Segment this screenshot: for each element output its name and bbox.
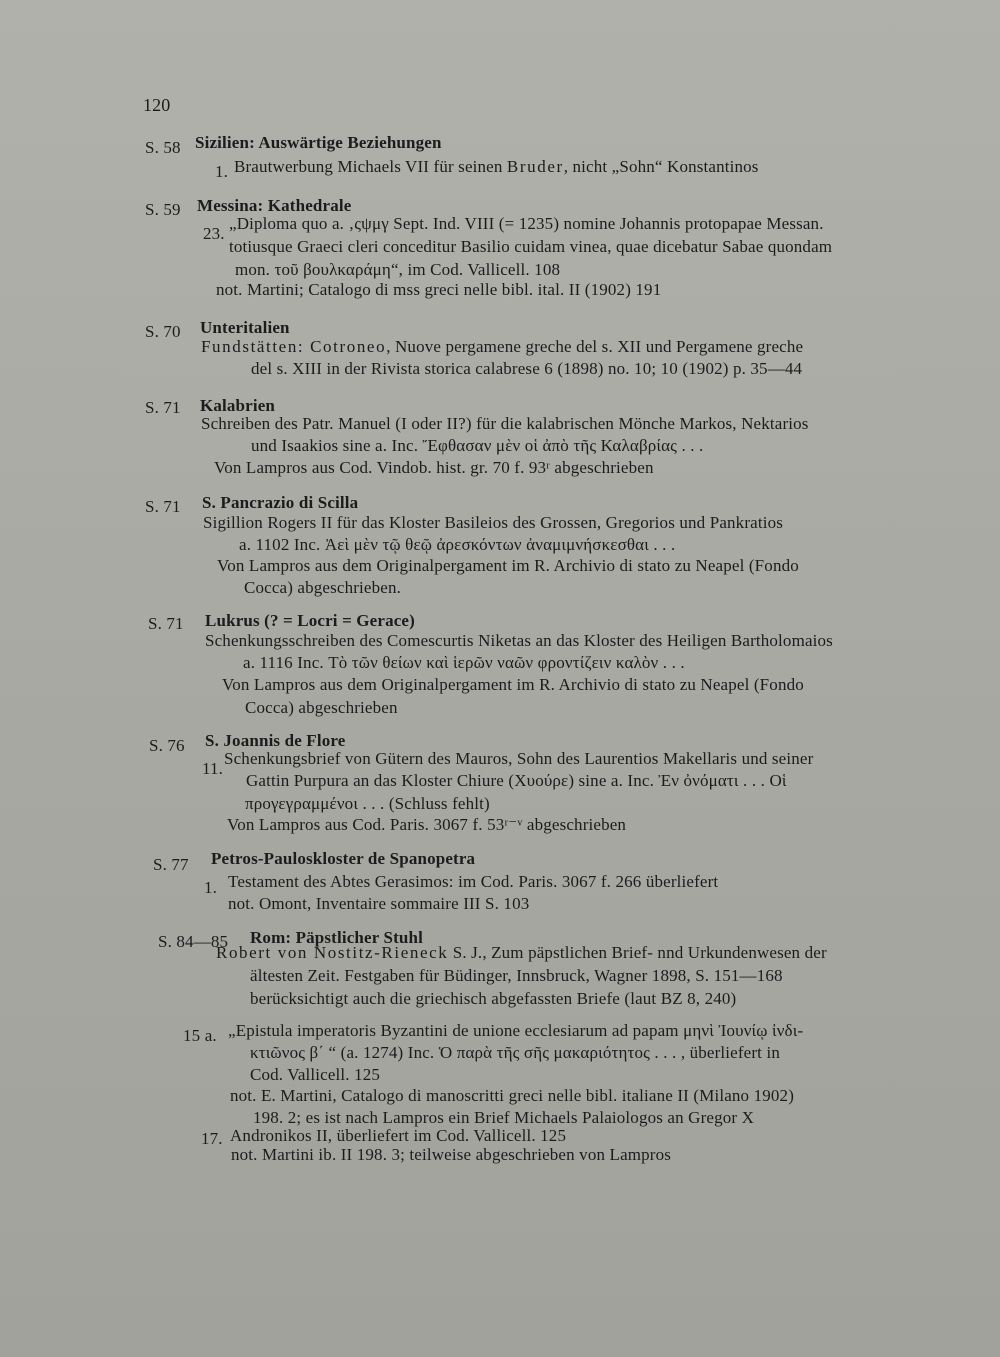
entry-line: und Isaakios sine a. Inc. Ἔφθασαν μὲν οἱ ἀπὸ τῆς Καλαβρίας . . . xyxy=(251,436,704,455)
entry-number: 1. xyxy=(215,162,229,181)
entry-line: Von Lampros aus dem Originalpergament im R. Archivio di stato zu Neapel (Fondo xyxy=(217,556,799,575)
section-ref: S. 71 xyxy=(148,614,184,633)
text-run: , nicht „Sohn“ Konstantinos xyxy=(563,157,759,176)
entry-line: not. Omont, Inventaire sommaire III S. 103 xyxy=(228,894,530,913)
entry-line: Schenkungsbrief von Gütern des Mauros, Sohn des Laurentios Makellaris und seiner xyxy=(224,749,814,768)
entry-line: 198. 2; es ist nach Lampros ein Brief Michaels Palaiologos an Gregor X xyxy=(253,1108,755,1127)
entry-line: ältesten Zeit. Festgaben für Büdinger, Innsbruck, Wagner 1898, S. 151—168 xyxy=(250,966,783,985)
section-heading: S. Pancrazio di Scilla xyxy=(202,493,359,512)
entry-line: Schreiben des Patr. Manuel (I oder II?) für die kalabrischen Mönche Markos, Nektarios xyxy=(201,414,809,433)
section-ref: S. 77 xyxy=(153,855,189,874)
entry-line: „Diploma quo a. ‚ςψμγ Sept. Ind. VIII (= 1235) nomine Johannis protopapae Messan. xyxy=(229,214,824,233)
entry-line: Sigillion Rogers II für das Kloster Basileios des Grossen, Gregorios und Pankratios xyxy=(203,513,783,532)
text-run: Brautwerbung Michaels VII für seinen xyxy=(234,157,503,176)
section-heading: Sizilien: Auswärtige Beziehungen xyxy=(195,133,442,152)
page-number: 120 xyxy=(143,95,171,115)
entry-line: del s. XIII in der Rivista storica calabrese 6 (1898) no. 10; 10 (1902) p. 35—44 xyxy=(251,359,803,378)
entry-line: berücksichtigt auch die griechisch abgefassten Briefe (laut BZ 8, 240) xyxy=(250,989,737,1008)
text-run: S. J., Zum päpstlichen Brief- nnd Urkundenwesen der xyxy=(448,943,827,962)
entry-line: a. 1116 Inc. Τὸ τῶν θείων καὶ ἱερῶν ναῶν φροντίζειν καλὸν . . . xyxy=(243,653,685,672)
section-heading: Rom: Päpstlicher Stuhl xyxy=(250,928,423,947)
section-heading: Messina: Kathedrale xyxy=(197,196,352,215)
entry-line: Gattin Purpura an das Kloster Chiure (Χυούρε) sine a. Inc. Ἐν ὀνόματι . . . Οἱ xyxy=(246,771,787,790)
entry-line: Von Lampros aus Cod. Paris. 3067 f. 53ʳ⁻ᵛ abgeschrieben xyxy=(227,815,627,834)
section-ref: S. 71 xyxy=(145,398,181,417)
entry-line: Cocca) abgeschrieben xyxy=(245,698,398,717)
entry-line: mon. τοῦ βουλκαράμη“, im Cod. Vallicell. 108 xyxy=(235,260,561,279)
entry-line: προγεγραμμένοι . . . (Schluss fehlt) xyxy=(245,794,490,813)
entry-line: not. Martini ib. II 198. 3; teilweise abgeschrieben von Lampros xyxy=(231,1145,672,1164)
section-heading: S. Joannis de Flore xyxy=(205,731,346,750)
section-ref: S. 59 xyxy=(145,200,181,219)
section-ref: S. 84—85 xyxy=(158,932,229,951)
entry-line: not. E. Martini, Catalogo di manoscritti greci nelle bibl. italiane II (Milano 1902) xyxy=(230,1086,795,1105)
section-ref: S. 58 xyxy=(145,138,181,157)
spaced-name: Robert von Nostitz-Rieneck xyxy=(216,943,449,962)
section-ref: S. 71 xyxy=(145,497,181,516)
section-heading: Petros-Pauloskloster de Spanopetra xyxy=(211,849,476,868)
entry-line: Von Lampros aus Cod. Vindob. hist. gr. 70 f. 93ʳ abgeschrieben xyxy=(214,458,654,477)
entry-number: 23. xyxy=(203,224,225,243)
entry-number: 1. xyxy=(204,878,218,897)
entry-line: not. Martini; Catalogo di mss greci nelle bibl. ital. II (1902) 191 xyxy=(216,280,662,299)
section-ref: S. 76 xyxy=(149,736,185,755)
entry-line: a. 1102 Inc. Ἀεὶ μὲν τῷ θεῷ ἀρεσκόντων ἀναμιμνήσκεσθαι . . . xyxy=(239,535,676,554)
entry-number: 17. xyxy=(201,1129,223,1148)
entry-line: Von Lampros aus dem Originalpergament im R. Archivio di stato zu Neapel (Fondo xyxy=(222,675,804,694)
entry-line xyxy=(201,337,803,357)
entry-line: „Epistula imperatoris Byzantini de unione ecclesiarum ad papam μηνὶ Ἰουνίῳ ἰνδι- xyxy=(228,1021,804,1040)
entry-number: 11. xyxy=(202,759,224,778)
section-heading: Unteritalien xyxy=(200,318,290,337)
entry-number: 15 a. xyxy=(183,1026,217,1045)
entry-line: Cod. Vallicell. 125 xyxy=(250,1065,381,1084)
entry-line: Schenkungsschreiben des Comescurtis Niketas an das Kloster des Heiligen Bartholomaios xyxy=(205,631,833,650)
entry-line xyxy=(234,157,759,177)
text-run: , Nuove pergamene greche del s. XII und Pergamene greche xyxy=(386,337,804,356)
entry-line: κτιῶνος β΄ “ (a. 1274) Inc. Ὁ παρὰ τῆς σῆς μακαριότητος . . . , überliefert in xyxy=(250,1043,780,1062)
spaced-name: Fundstätten: Cotroneo xyxy=(201,337,387,356)
entry-line: Testament des Abtes Gerasimos: im Cod. Paris. 3067 f. 266 überliefert xyxy=(228,872,719,891)
spaced-name: Bruder xyxy=(506,157,564,176)
entry-line: totiusque Graeci cleri conceditur Basilio cuidam vinea, quae dicebatur Sabae quondam xyxy=(229,237,833,256)
entry-line xyxy=(216,943,827,963)
entry-line: Cocca) abgeschrieben. xyxy=(244,578,402,597)
section-heading: Lukrus (? = Locri = Gerace) xyxy=(205,611,415,630)
section-heading: Kalabrien xyxy=(200,396,276,415)
section-ref: S. 70 xyxy=(145,322,181,341)
entry-line: Andronikos II, überliefert im Cod. Vallicell. 125 xyxy=(230,1126,567,1145)
